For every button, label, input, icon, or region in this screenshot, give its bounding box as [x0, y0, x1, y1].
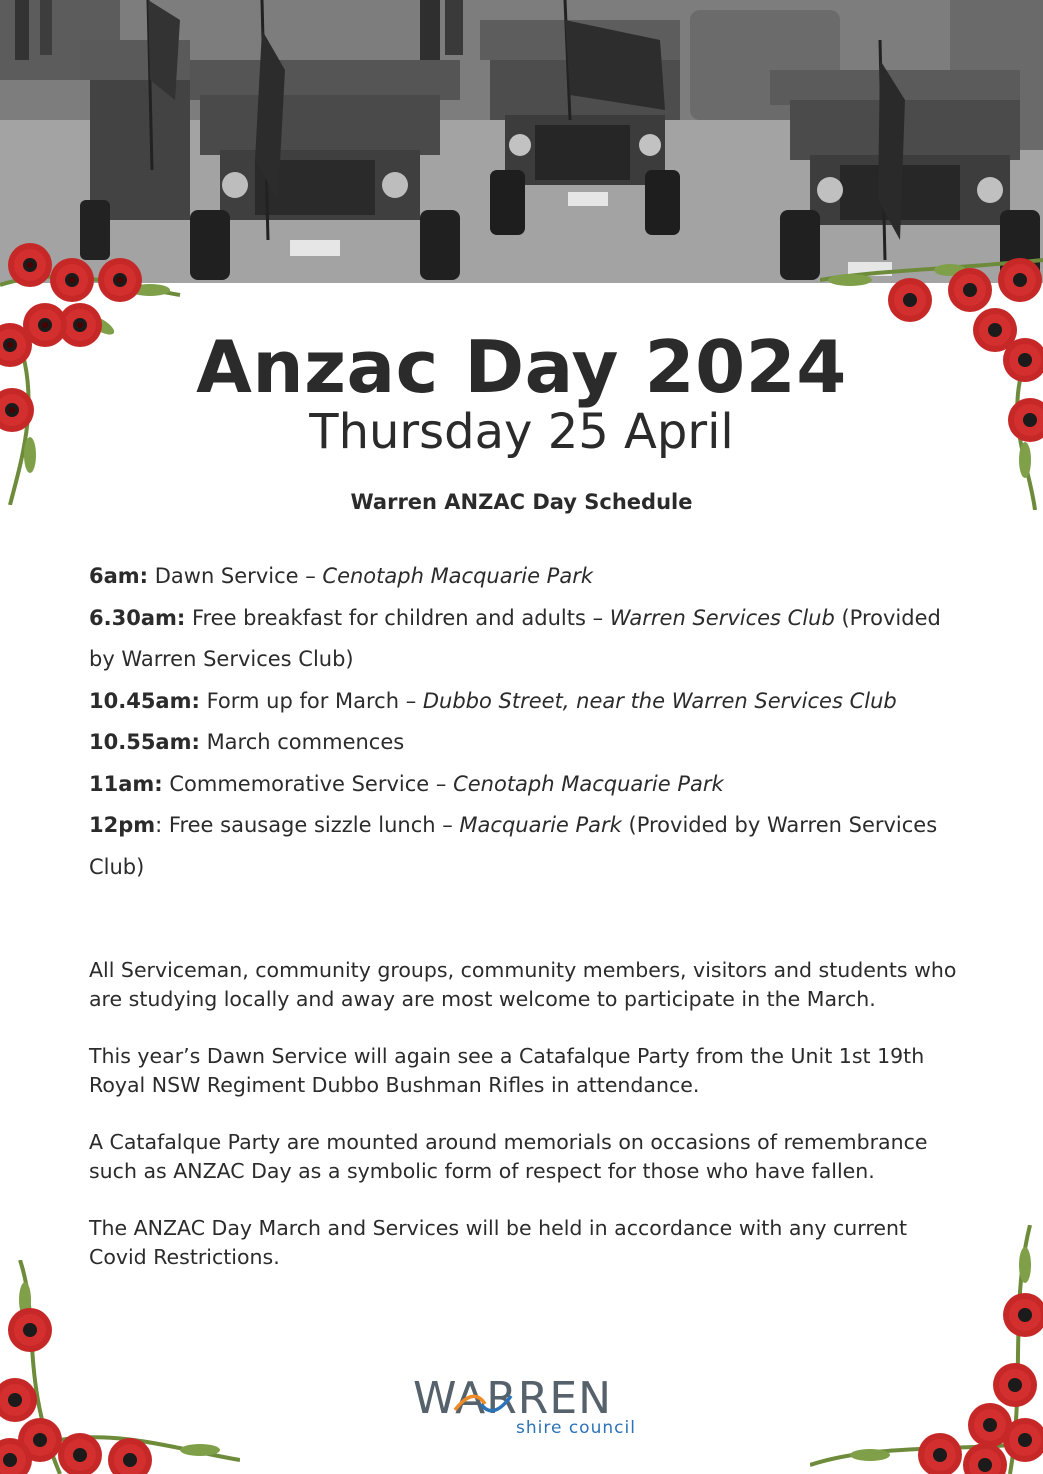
page-title: Anzac Day 2024 [196, 325, 847, 409]
schedule-list [89, 556, 959, 888]
schedule-item: 10.55am: March commences [89, 730, 405, 754]
schedule-item: 12pm: Free sausage sizzle lunch – Macquarie Park (Provided by Warren Services Club) [89, 813, 938, 879]
schedule-time: 11am: [89, 771, 163, 796]
schedule-place: Macquarie Park [459, 813, 622, 837]
schedule-time: 10.55am: [89, 730, 200, 754]
schedule-item: 10.45am: Form up for March – Dubbo Street, near the Warren Services Club [89, 688, 897, 713]
schedule-place: Cenotaph Macquarie Park [322, 564, 593, 588]
schedule-place: Dubbo Street, near the Warren Services Club [422, 688, 897, 713]
schedule-item: 6am: Dawn Service – Cenotaph Macquarie Park [89, 564, 593, 588]
schedule-time: 6.30am: [89, 605, 186, 630]
logo-subtitle: shire council [516, 1418, 636, 1438]
logo-wordmark: WARREN [413, 1373, 613, 1424]
body-text [89, 956, 969, 1300]
schedule-item: 6.30am: Free breakfast for children and adults – Warren Services Club (Provided by Warren Services Club) [89, 605, 941, 671]
logo-wave-icon [453, 1388, 513, 1418]
paragraph-covid: The ANZAC Day March and Services will be held in accordance with any current Covid Restrictions. [89, 1216, 907, 1269]
schedule-heading: Warren ANZAC Day Schedule [350, 490, 693, 514]
schedule-place: Warren Services Club [609, 605, 835, 630]
page-subtitle: Thursday 25 April [309, 404, 734, 460]
schedule-place: Cenotaph Macquarie Park [453, 771, 724, 796]
paragraph-catafalque-meaning: A Catafalque Party are mounted around memorials on occasions of remembrance such as ANZAC Day as a symbolic form of respect for those who have fallen. [89, 1130, 928, 1183]
schedule-time: 6am: [89, 564, 149, 588]
schedule-item: 11am: Commemorative Service – Cenotaph Macquarie Park [89, 771, 724, 796]
warren-shire-council-logo [413, 1374, 638, 1440]
paragraph-participation: All Serviceman, community groups, community members, visitors and students who are studying locally and away are most welcome to participate in the March. [89, 958, 957, 1011]
schedule-time: 12pm [89, 813, 156, 837]
schedule-time: 10.45am: [89, 688, 200, 713]
paragraph-catafalque-party: This year’s Dawn Service will again see a Catafalque Party from the Unit 1st 19th Royal NSW Regiment Dubbo Bushman Rifles in attendance. [89, 1044, 925, 1097]
